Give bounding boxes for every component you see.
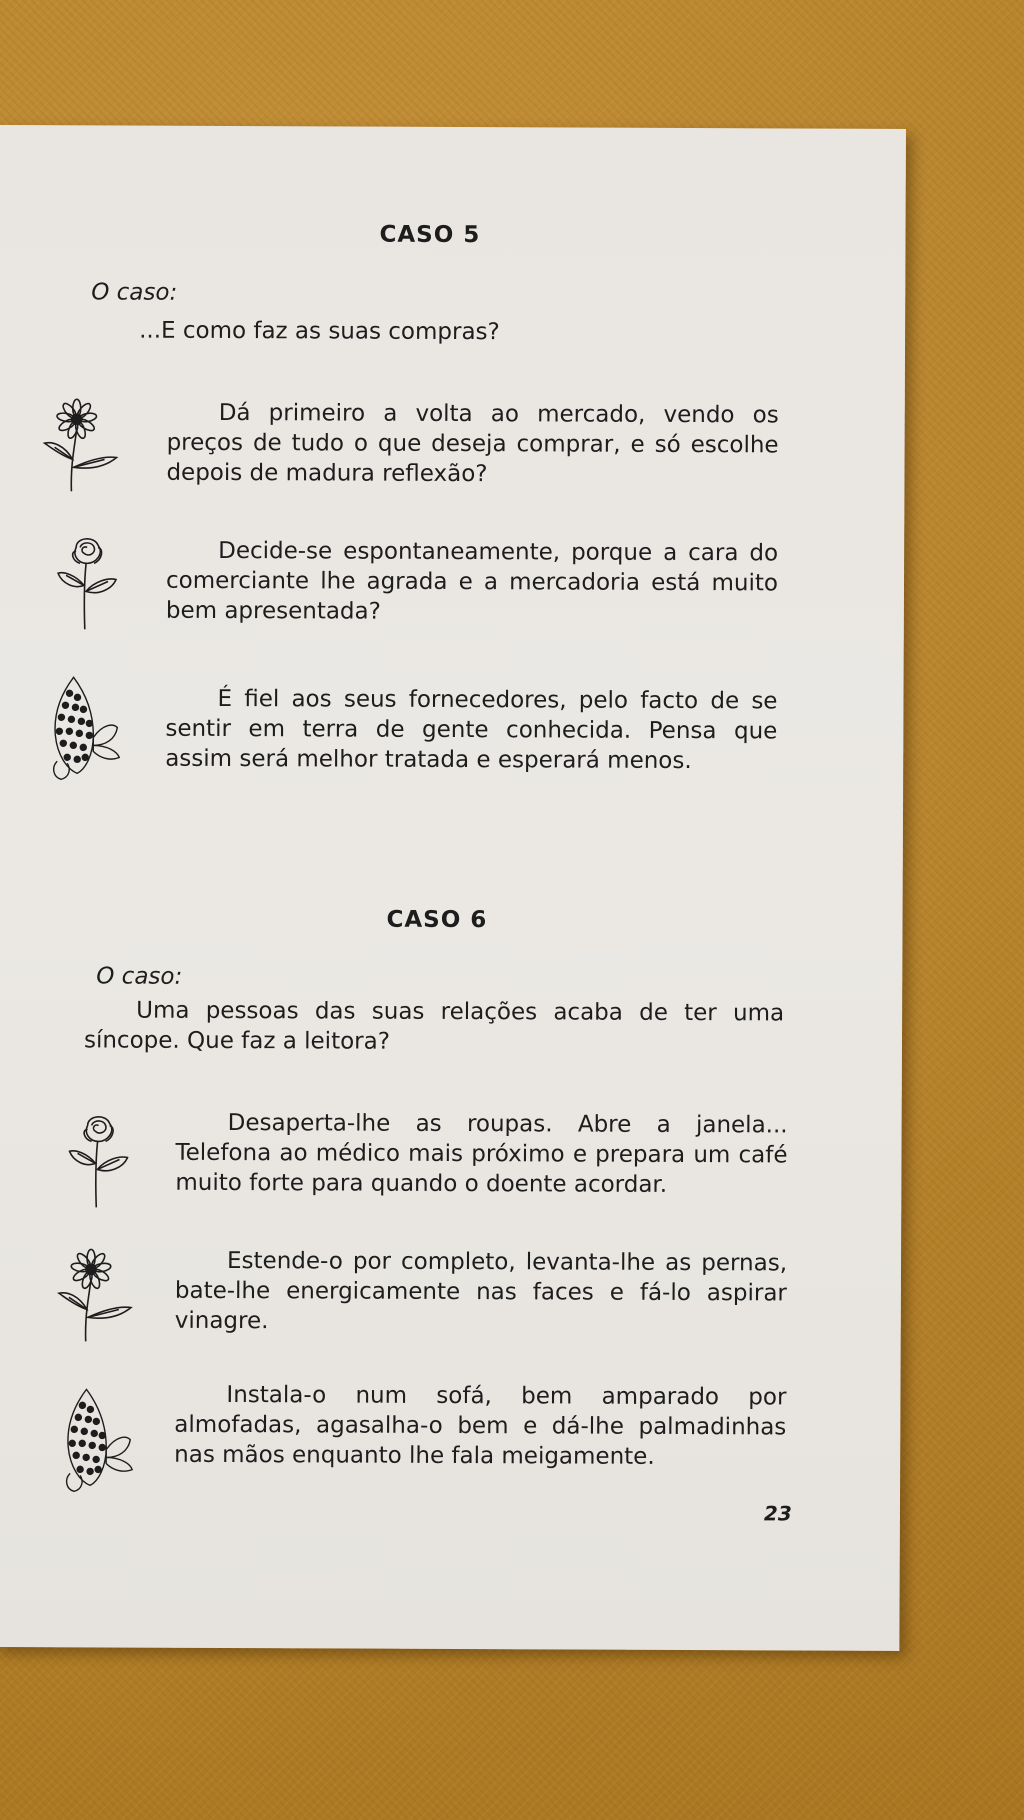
case6-question: Uma pessoas das suas relações acaba de ter uma síncope. Que faz a leitora? [83,997,785,1055]
case6-option-2-text: Estende-o por completo, levanta-lhe as pernas, bate-lhe energicamente nas faces e fá-lo aspirar vinagre. [174,1248,788,1335]
lilac-flower-icon [60,1385,136,1493]
case6-option-1-text: Desaperta-lhe as roupas. Abre a janela... Telefona ao médico mais próximo e prepara um café muito forte para quando o doente acordar. [175,1110,788,1198]
case6-heading: CASO 6 [386,906,488,934]
lilac-flower-icon [47,673,123,781]
case6-option-3-text: Instala-o num sofá, bem amparado por almofadas, agasalha-o bem e dá-lhe palmadinhas nas mãos enquanto lhe fala meigamente. [174,1382,787,1470]
case5-intro-label: O caso: [91,279,178,306]
book-page [0,125,906,1651]
daisy-flower-icon [42,397,122,493]
rose-flower-icon [54,533,124,629]
rose-flower-icon [65,1111,135,1207]
case6-intro-label: O caso: [96,963,183,990]
case5-option-2-text: Decide-se espontaneamente, porque a cara do comerciante lhe agrada e a mercadoria está muito bem apresentada? [165,537,779,625]
case5-option-3-text: É fiel aos seus fornecedores, pelo facto de se sentir em terra de gente conhecida. Pensa que assim será melhor tratada e esperará menos. [165,685,778,775]
page-number: 23 [763,1501,792,1526]
daisy-flower-icon [57,1247,137,1343]
case5-question: ...E como faz as suas compras? [139,317,500,346]
case5-heading: CASO 5 [379,221,481,249]
case5-option-1-text: Dá primeiro a volta ao mercado, vendo os preços de tudo o que deseja comprar, e só escolhe depois de madura reflexão? [166,399,779,488]
